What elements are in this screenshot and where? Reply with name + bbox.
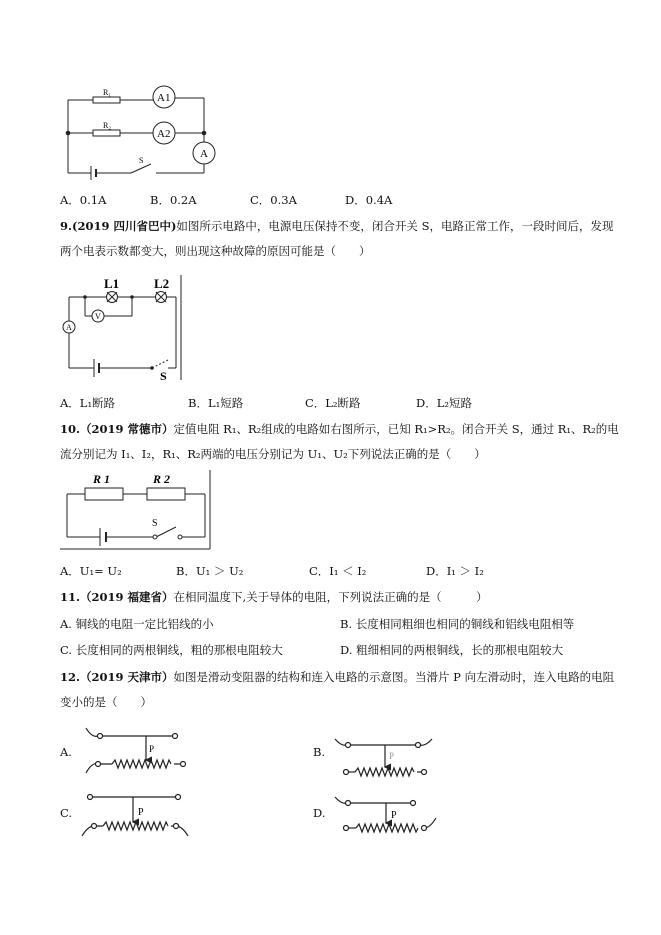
q8-a2-label: A2 — [157, 128, 171, 140]
q12-option-a-label[interactable]: A. — [60, 745, 72, 759]
q9-option-c[interactable]: C．L₂断路 — [305, 396, 361, 410]
q12-diagram-c — [82, 795, 188, 837]
q10-option-c[interactable]: C．I₁ ＜ I₂ — [309, 564, 367, 578]
q12-number: 12. — [60, 670, 81, 684]
q9-source: (2019 四川省巴中) — [72, 219, 177, 233]
q8-r1-label: R₁ — [103, 88, 112, 97]
q8-a-label: A — [200, 148, 208, 160]
q12-c-slider-label: P — [138, 807, 144, 818]
q11-number: 11. — [60, 590, 81, 604]
q12-diagram-a — [86, 728, 186, 773]
q11-text1: 在相同温度下,关于导体的电阻，下列说法正确的是（ ） — [173, 590, 488, 604]
q8-option-d[interactable]: D．0.4A — [345, 193, 393, 207]
q12-b-slider-label: P — [389, 751, 395, 761]
q11-source: （2019 福建省） — [80, 590, 174, 604]
q12-source: （2019 天津市） — [80, 670, 174, 684]
q8-option-a[interactable]: A．0.1A — [60, 193, 107, 207]
q10-source: （2019 常德市） — [80, 422, 174, 436]
q12-option-d-label[interactable]: D. — [313, 806, 326, 820]
q9-stem-line2: 两个电表示数都变大，则出现这种故障的原因可能是（ ） — [60, 244, 371, 258]
q9-number: 9. — [60, 219, 73, 233]
q12-text1: 如图是滑动变阻器的结构和连入电路的示意图。当滑片 P 向左滑动时，连入电路的电阻 — [173, 670, 615, 684]
q11-option-d[interactable]: D. 粗细相同的两根铜线，长的那根电阻较大 — [340, 643, 564, 657]
q12-diagram-b — [335, 739, 432, 776]
q9-option-b[interactable]: B．L₁短路 — [188, 396, 244, 410]
q10-switch-label: S — [152, 518, 158, 529]
q10-r1-label: R 1 — [93, 472, 111, 486]
q10-option-b[interactable]: B．U₁ ＞ U₂ — [176, 564, 244, 578]
q12-diagram-d — [335, 797, 436, 832]
q12-a-slider-label: P — [149, 744, 155, 754]
q9-option-d[interactable]: D．L₂短路 — [416, 396, 472, 410]
q8-s-label: S — [139, 156, 144, 165]
q11-option-c[interactable]: C. 长度相同的两根铜线，粗的那根电阻较大 — [60, 643, 283, 657]
q12-option-c-label[interactable]: C. — [60, 806, 73, 820]
q9-voltmeter-label: V — [95, 312, 101, 321]
q9-switch-label: S — [160, 369, 167, 383]
q10-stem-line2: 流分别记为 I₁、I₂，R₁、R₂两端的电压分别记为 U₁、U₂下列说法正确的是（ ） — [60, 447, 486, 461]
q8-r2-label: R₂ — [103, 121, 112, 130]
q11-option-a[interactable]: A. 铜线的电阻一定比铝线的小 — [60, 617, 214, 631]
q9-ammeter-label: A — [66, 323, 72, 332]
q8-option-b[interactable]: B．0.2A — [150, 193, 197, 207]
q8-a1-label: A1 — [157, 92, 171, 104]
q9-l2-label: L2 — [154, 276, 170, 291]
q12-stem-line2: 变小的是（ ） — [60, 695, 152, 709]
q9-option-a[interactable]: A．L₁断路 — [60, 396, 116, 410]
q10-number: 10. — [60, 422, 81, 436]
q12-option-b-label[interactable]: B. — [313, 745, 326, 759]
q10-option-a[interactable]: A．U₁= U₂ — [60, 564, 122, 578]
q9-text1: 如图所示电路中，电源电压保持不变，闭合开关 S，电路正常工作，一段时间后，发现 — [176, 219, 614, 233]
q8-option-c[interactable]: C．0.3A — [250, 193, 297, 207]
q10-option-d[interactable]: D．I₁ ＞ I₂ — [426, 564, 484, 578]
q10-text1: 定值电阻 R₁、R₂组成的电路如右图所示，已知 R₁>R₂。闭合开关 S，通过 R₁、R₂的电 — [173, 422, 619, 436]
q9-l1-label: L1 — [104, 276, 120, 291]
q11-option-b[interactable]: B. 长度相同粗细也相同的铜线和铝线电阻相等 — [340, 617, 575, 631]
q12-d-slider-label: P — [391, 810, 397, 821]
q10-r2-label: R 2 — [153, 472, 171, 486]
